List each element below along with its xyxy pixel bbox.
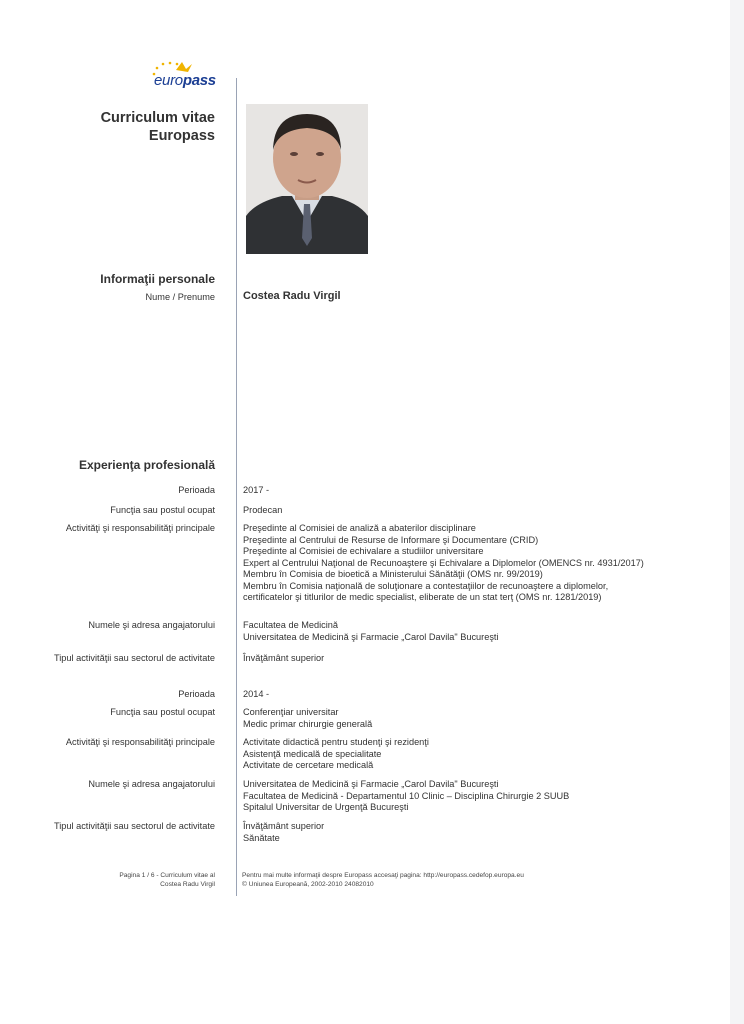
column-divider <box>236 78 237 896</box>
name-value: Costea Radu Virgil <box>243 290 341 302</box>
portrait-image <box>246 104 368 254</box>
list-item: Membru în Comisia de bioetică a Ministerului Sănătăţii (OMS nr. 99/2019) <box>243 569 543 579</box>
position-label: Funcţia sau postul ocupat <box>110 707 215 717</box>
period-value: 2014 - <box>243 689 270 699</box>
employer-value: Universitatea de Medicină şi Farmacie „Carol Davila" Bucureşti Facultatea de Medicină - Departamentul 10 Clinic – Disciplina Chirurgie 2 SUUB Spitalul Universitar de Urgenţă Bucureşti <box>243 779 570 812</box>
activities-list <box>243 523 644 604</box>
position-label: Funcţia sau postul ocupat <box>110 505 215 515</box>
sector-value: Învăţământ superior Sănătate <box>243 821 325 843</box>
footer-info: Pentru mai multe informaţii despre Europass accesaţi pagina: http://europass.cedefop.europa.eu © Uniunea Europeană, 2002-2010 24082010 <box>242 872 524 888</box>
logo-wordmark: europass <box>154 72 216 89</box>
activities-label: Activităţi şi responsabilităţi principale <box>65 737 215 747</box>
activities-list <box>243 737 429 772</box>
period-value: 2017 - <box>243 485 270 495</box>
list-item: Membru în Comisia naţională de soluţionare a contestaţiilor de recunoaştere a diplomelor, <box>243 580 609 591</box>
footer-page-info: Pagina 1 / 6 - Curriculum vitae al Costea Radu Virgil <box>119 872 215 888</box>
section-work-experience: Experienţa profesională <box>78 458 215 472</box>
name-label: Nume / Prenume <box>145 292 215 302</box>
list-item: Expert al Centrului Naţional de Recunoaştere şi Echivalare a Diplomelor (OMENCS nr. 4931/2017) <box>243 557 644 568</box>
redacted-contact-details <box>240 318 458 461</box>
list-item: Preşedinte al Centrului de Resurse de Informare şi Documentare (CRID) <box>243 534 539 545</box>
list-item: Asistenţă medicală de specialitate <box>243 748 382 759</box>
list-item: Activitate de cercetare medicală <box>243 760 374 770</box>
profile-photo <box>246 104 368 254</box>
position-value: Conferenţiar universitar Medic primar chirurgie generală <box>243 707 373 729</box>
list-item: certificatelor şi titlurilor de medic specialist, eliberate de un stat terţ (OMS nr. 1281/2019) <box>243 592 602 602</box>
activities-label: Activităţi şi responsabilităţi principale <box>65 523 215 533</box>
cv-title: Curriculum vitae Europass <box>100 110 215 144</box>
list-item: Preşedinte al Comisiei de analiză a abaterilor disciplinare <box>243 523 476 533</box>
period-label: Perioada <box>178 689 215 699</box>
employer-label: Numele şi adresa angajatorului <box>88 620 215 630</box>
sector-label: Tipul activităţii sau sectorul de activitate <box>53 653 215 663</box>
period-label: Perioada <box>178 485 215 495</box>
sector-label: Tipul activităţii sau sectorul de activitate <box>53 821 215 831</box>
europass-logo <box>146 58 236 94</box>
position-value: Prodecan <box>243 505 283 515</box>
employer-label: Numele şi adresa angajatorului <box>88 779 215 789</box>
section-personal-info: Informaţii personale <box>100 272 215 286</box>
list-item: Activitate didactică pentru studenţi şi rezidenţi <box>243 737 429 747</box>
redacted-contact-labels <box>120 322 236 414</box>
employer-value: Facultatea de Medicină Universitatea de Medicină şi Farmacie „Carol Davila" Bucureşti <box>243 620 499 642</box>
sector-value: Învăţământ superior <box>243 653 325 663</box>
list-item: Preşedinte al Comisiei de echivalare a studiilor universitare <box>243 546 484 556</box>
